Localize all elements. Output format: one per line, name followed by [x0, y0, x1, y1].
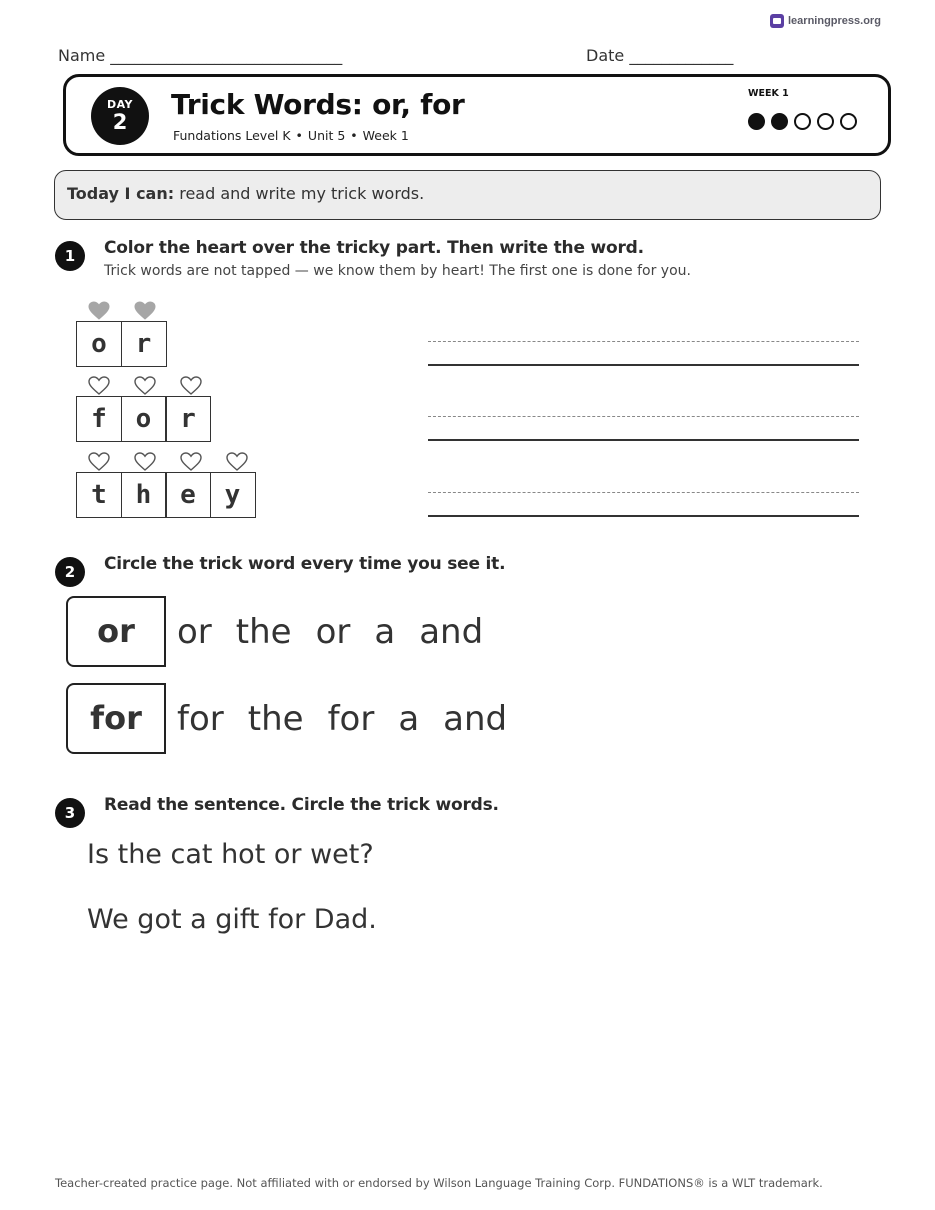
midline-dashed: [428, 341, 859, 342]
baseline-solid: [428, 515, 859, 517]
section-3-title: Read the sentence. Circle the trick words.: [104, 795, 499, 815]
word-line: [177, 699, 531, 739]
heart-outline-icon[interactable]: [180, 452, 202, 472]
letter-box: e: [165, 472, 211, 518]
header-card: [63, 74, 891, 156]
baseline-solid: [428, 364, 859, 366]
midline-dashed: [428, 416, 859, 417]
letter-box: o: [76, 321, 122, 367]
letter-box: h: [121, 472, 167, 518]
progress-dot-filled: [771, 113, 788, 130]
footer-disclaimer: Teacher-created practice page. Not affiliated with or endorsed by Wilson Language Training Corp. FUNDATIONS® is a WLT trademark.: [55, 1176, 823, 1190]
date-field[interactable]: [586, 46, 733, 65]
brand-logo: [770, 13, 881, 29]
letter-box: r: [165, 396, 211, 442]
goal-text: read and write my trick words.: [179, 184, 425, 203]
word-choice[interactable]: or: [315, 612, 351, 652]
day-badge: [91, 87, 149, 145]
letter-box: f: [76, 396, 122, 442]
heart-outline-icon[interactable]: [134, 452, 156, 472]
word-choice[interactable]: and: [419, 612, 484, 652]
letter-boxes: [76, 472, 254, 518]
week-progress-dots: [748, 113, 857, 130]
page-title: Trick Words: or, for: [171, 88, 465, 121]
word-choice[interactable]: the: [247, 699, 304, 739]
section-3-number: 3: [55, 798, 85, 828]
heart-filled-icon[interactable]: [88, 301, 110, 321]
progress-dot-empty: [794, 113, 811, 130]
heart-outline-icon[interactable]: [180, 376, 202, 396]
subtitle-unit: Unit 5: [307, 128, 346, 143]
week-label: WEEK 1: [748, 88, 789, 99]
heart-outline-icon[interactable]: [134, 376, 156, 396]
progress-dot-empty: [840, 113, 857, 130]
word-choice[interactable]: for: [177, 699, 224, 739]
word-choice[interactable]: the: [235, 612, 292, 652]
handwriting-line[interactable]: [428, 492, 859, 518]
heart-row: [76, 452, 276, 472]
brand-name: learningpress.org: [788, 15, 881, 27]
word-line: [177, 612, 507, 652]
section-1-instruction: Trick words are not tapped — we know them by heart! The first one is done for you.: [104, 263, 691, 279]
goal-banner: [54, 170, 881, 220]
target-word-box: for: [66, 683, 166, 754]
section-2-title: Circle the trick word every time you see it.: [104, 554, 506, 574]
section-1-title: Color the heart over the tricky part. Then write the word.: [104, 238, 644, 258]
letter-box: t: [76, 472, 122, 518]
subtitle-level: Fundations Level K: [173, 128, 291, 143]
sentence[interactable]: We got a gift for Dad.: [87, 904, 377, 935]
book-icon: [770, 14, 784, 28]
word-choice[interactable]: or: [177, 612, 212, 652]
letter-box: y: [210, 472, 256, 518]
day-label: DAY: [106, 98, 134, 111]
letter-box: o: [121, 396, 167, 442]
heart-row: [76, 301, 276, 321]
name-label: Name: [58, 46, 106, 65]
letter-boxes: [76, 321, 165, 367]
heart-outline-icon[interactable]: [88, 376, 110, 396]
subtitle-separator: •: [295, 128, 303, 143]
heart-row: [76, 376, 276, 396]
date-label: Date: [586, 46, 625, 65]
baseline-solid: [428, 439, 859, 441]
word-choice[interactable]: and: [443, 699, 508, 739]
sentence[interactable]: Is the cat hot or wet?: [87, 839, 374, 870]
word-choice[interactable]: for: [327, 699, 375, 739]
heart-filled-icon[interactable]: [134, 301, 156, 321]
goal-label: Today I can:: [67, 184, 175, 203]
name-field[interactable]: [58, 46, 342, 65]
subtitle-week: Week 1: [362, 128, 409, 143]
midline-dashed: [428, 492, 859, 493]
heart-outline-icon[interactable]: [226, 452, 248, 472]
section-2-number: 2: [55, 557, 85, 587]
progress-dot-empty: [817, 113, 834, 130]
handwriting-line[interactable]: [428, 341, 859, 367]
page-subtitle: [173, 128, 409, 143]
target-word-box: or: [66, 596, 166, 667]
letter-box: r: [121, 321, 167, 367]
name-blank: _____________________________: [110, 46, 343, 65]
date-blank: _____________: [629, 46, 734, 65]
handwriting-line[interactable]: [428, 416, 859, 442]
progress-dot-filled: [748, 113, 765, 130]
word-choice[interactable]: a: [398, 699, 420, 739]
letter-boxes: [76, 396, 210, 442]
heart-outline-icon[interactable]: [88, 452, 110, 472]
subtitle-separator: •: [350, 128, 358, 143]
word-choice[interactable]: a: [374, 612, 396, 652]
day-number: 2: [112, 110, 128, 134]
section-1-number: 1: [55, 241, 85, 271]
